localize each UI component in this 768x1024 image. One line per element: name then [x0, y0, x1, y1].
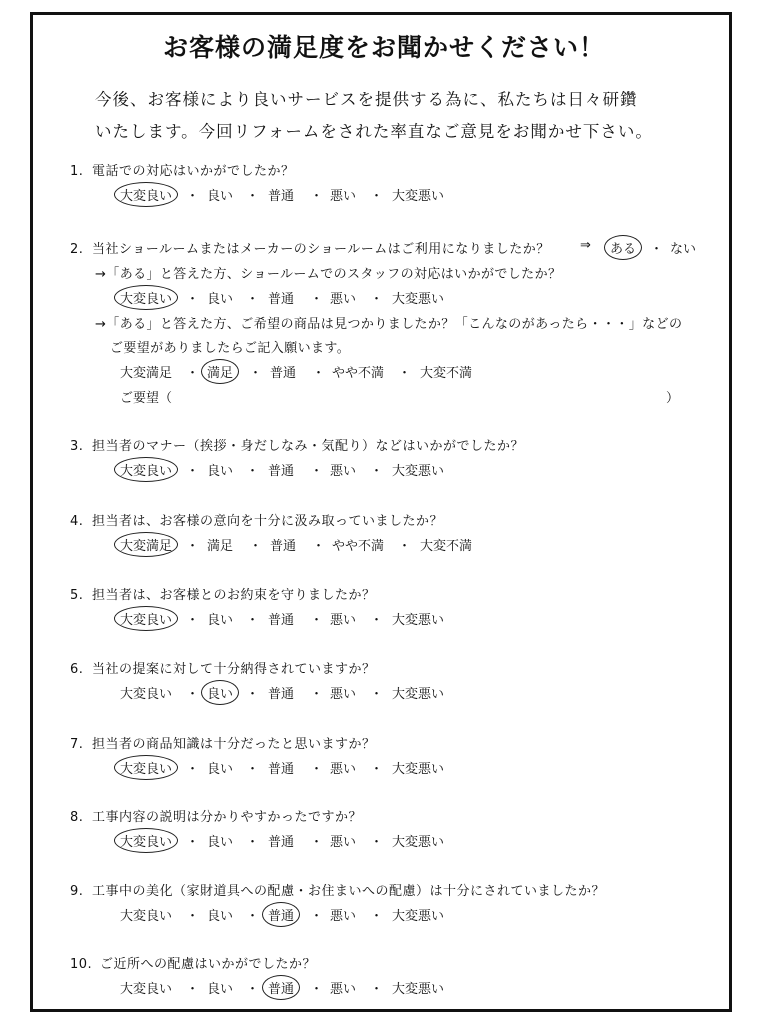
q4-option-satisfied[interactable]: 満足 — [207, 539, 234, 554]
q2-sub1-very-bad[interactable]: 大変悪い — [392, 292, 445, 307]
q2-sub2-normal[interactable]: 普通 — [270, 366, 297, 381]
q8-option-good[interactable]: 良い — [207, 835, 234, 850]
q9-option-bad[interactable]: 悪い — [330, 909, 357, 924]
q6-option-very-bad[interactable]: 大変悪い — [392, 687, 445, 702]
q5-option-very-bad[interactable]: 大変悪い — [392, 613, 445, 628]
q2-sub2-text-2: ご要望がありましたらご記入願います。 — [110, 341, 351, 356]
q1-option-bad[interactable]: 悪い — [330, 189, 357, 204]
q8-option-bad[interactable]: 悪い — [330, 835, 357, 850]
question-10: 10. ご近所への配慮はいかがでしたか？ — [70, 957, 317, 972]
q3-option-bad[interactable]: 悪い — [330, 464, 357, 479]
q2-request-close: ） — [666, 391, 680, 406]
q9-option-normal-selected[interactable]: 普通 — [262, 902, 300, 927]
question-3: 3. 担当者のマナー（挨拶・身だしなみ・気配り）などはいかがでしたか？ — [70, 439, 525, 454]
q2-sub2-text: →「ある」と答えた方、ご希望の商品は見つかりましたか？「こんなのがあったら・・・」などの — [95, 317, 683, 332]
q5-option-bad[interactable]: 悪い — [330, 613, 357, 628]
q3-option-very-good-selected[interactable]: 大変良い — [114, 457, 178, 482]
q2-sub2-slightly-unsatisfied[interactable]: やや不満 — [332, 366, 385, 381]
q7-option-very-good-selected[interactable]: 大変良い — [114, 755, 178, 780]
q10-option-bad[interactable]: 悪い — [330, 982, 357, 997]
q2-yes-selected[interactable]: ある — [604, 235, 642, 260]
q7-option-good[interactable]: 良い — [207, 762, 234, 777]
q2-sub2-very-unsatisfied[interactable]: 大変不満 — [420, 366, 473, 381]
q8-option-normal[interactable]: 普通 — [268, 835, 295, 850]
question-9: 9. 工事中の美化（家財道具への配慮・お住まいへの配慮）は十分にされていましたか？ — [70, 884, 606, 899]
survey-title: お客様の満足度をお聞かせください！ — [162, 33, 605, 62]
q8-option-very-bad[interactable]: 大変悪い — [392, 835, 445, 850]
q5-option-normal[interactable]: 普通 — [268, 613, 295, 628]
q7-option-very-bad[interactable]: 大変悪い — [392, 762, 445, 777]
q4-option-normal[interactable]: 普通 — [270, 539, 297, 554]
q3-option-normal[interactable]: 普通 — [268, 464, 295, 479]
q7-option-bad[interactable]: 悪い — [330, 762, 357, 777]
q3-option-very-bad[interactable]: 大変悪い — [392, 464, 445, 479]
q2-sub2-satisfied-selected[interactable]: 満足 — [201, 359, 239, 384]
question-1: 1. 電話での対応はいかがでしたか？ — [70, 164, 295, 179]
q4-option-very-satisfied-selected[interactable]: 大変満足 — [114, 532, 178, 557]
q1-option-very-good-selected[interactable]: 大変良い — [114, 182, 178, 207]
q6-option-bad[interactable]: 悪い — [330, 687, 357, 702]
question-8: 8. 工事内容の説明は分かりやすかったですか？ — [70, 810, 363, 825]
question-7: 7. 担当者の商品知識は十分だったと思いますか？ — [70, 737, 376, 752]
q2-sub1-text: →「ある」と答えた方、ショールームでのスタッフの対応はいかがでしたか？ — [95, 267, 562, 282]
q10-option-very-good[interactable]: 大変良い — [120, 982, 173, 997]
q3-option-good[interactable]: 良い — [207, 464, 234, 479]
q1-option-very-bad[interactable]: 大変悪い — [392, 189, 445, 204]
question-5: 5. 担当者は、お客様とのお約束を守りましたか？ — [70, 588, 376, 603]
q9-option-good[interactable]: 良い — [207, 909, 234, 924]
q8-option-very-good-selected[interactable]: 大変良い — [114, 828, 178, 853]
q5-option-very-good-selected[interactable]: 大変良い — [114, 606, 178, 631]
q2-request-label: ご要望（ — [120, 391, 173, 406]
question-6: 6. 当社の提案に対して十分納得されていますか？ — [70, 662, 376, 677]
q2-sub1-bad[interactable]: 悪い — [330, 292, 357, 307]
q7-option-normal[interactable]: 普通 — [268, 762, 295, 777]
q2-arrow: ⇒ — [580, 238, 591, 253]
q9-option-very-good[interactable]: 大変良い — [120, 909, 173, 924]
q6-option-normal[interactable]: 普通 — [268, 687, 295, 702]
question-4: 4. 担当者は、お客様の意向を十分に汲み取っていましたか？ — [70, 514, 444, 529]
q1-option-good[interactable]: 良い — [207, 189, 234, 204]
q2-sub1-very-good-selected[interactable]: 大変良い — [114, 285, 178, 310]
q5-option-good[interactable]: 良い — [207, 613, 234, 628]
q6-option-very-good[interactable]: 大変良い — [120, 687, 173, 702]
q4-option-very-unsatisfied[interactable]: 大変不満 — [420, 539, 473, 554]
q10-option-very-bad[interactable]: 大変悪い — [392, 982, 445, 997]
q9-option-very-bad[interactable]: 大変悪い — [392, 909, 445, 924]
q2-sub1-normal[interactable]: 普通 — [268, 292, 295, 307]
q10-option-good[interactable]: 良い — [207, 982, 234, 997]
q2-sub2-very-satisfied[interactable]: 大変満足 — [120, 366, 173, 381]
q2-no[interactable]: ない — [670, 242, 697, 257]
question-2: 2. 当社ショールームまたはメーカーのショールームはご利用になりましたか？ — [70, 242, 550, 257]
q2-sub1-good[interactable]: 良い — [207, 292, 234, 307]
intro-line-1: 今後、お客様により良いサービスを提供する為に、私たちは日々研鑽 — [95, 90, 638, 109]
intro-line-2: いたします。今回リフォームをされた率直なご意見をお聞かせ下さい。 — [95, 122, 653, 141]
q4-option-slightly-unsatisfied[interactable]: やや不満 — [332, 539, 385, 554]
q1-option-normal[interactable]: 普通 — [268, 189, 295, 204]
q6-option-good-selected[interactable]: 良い — [201, 680, 239, 705]
q10-option-normal-selected[interactable]: 普通 — [262, 975, 300, 1000]
